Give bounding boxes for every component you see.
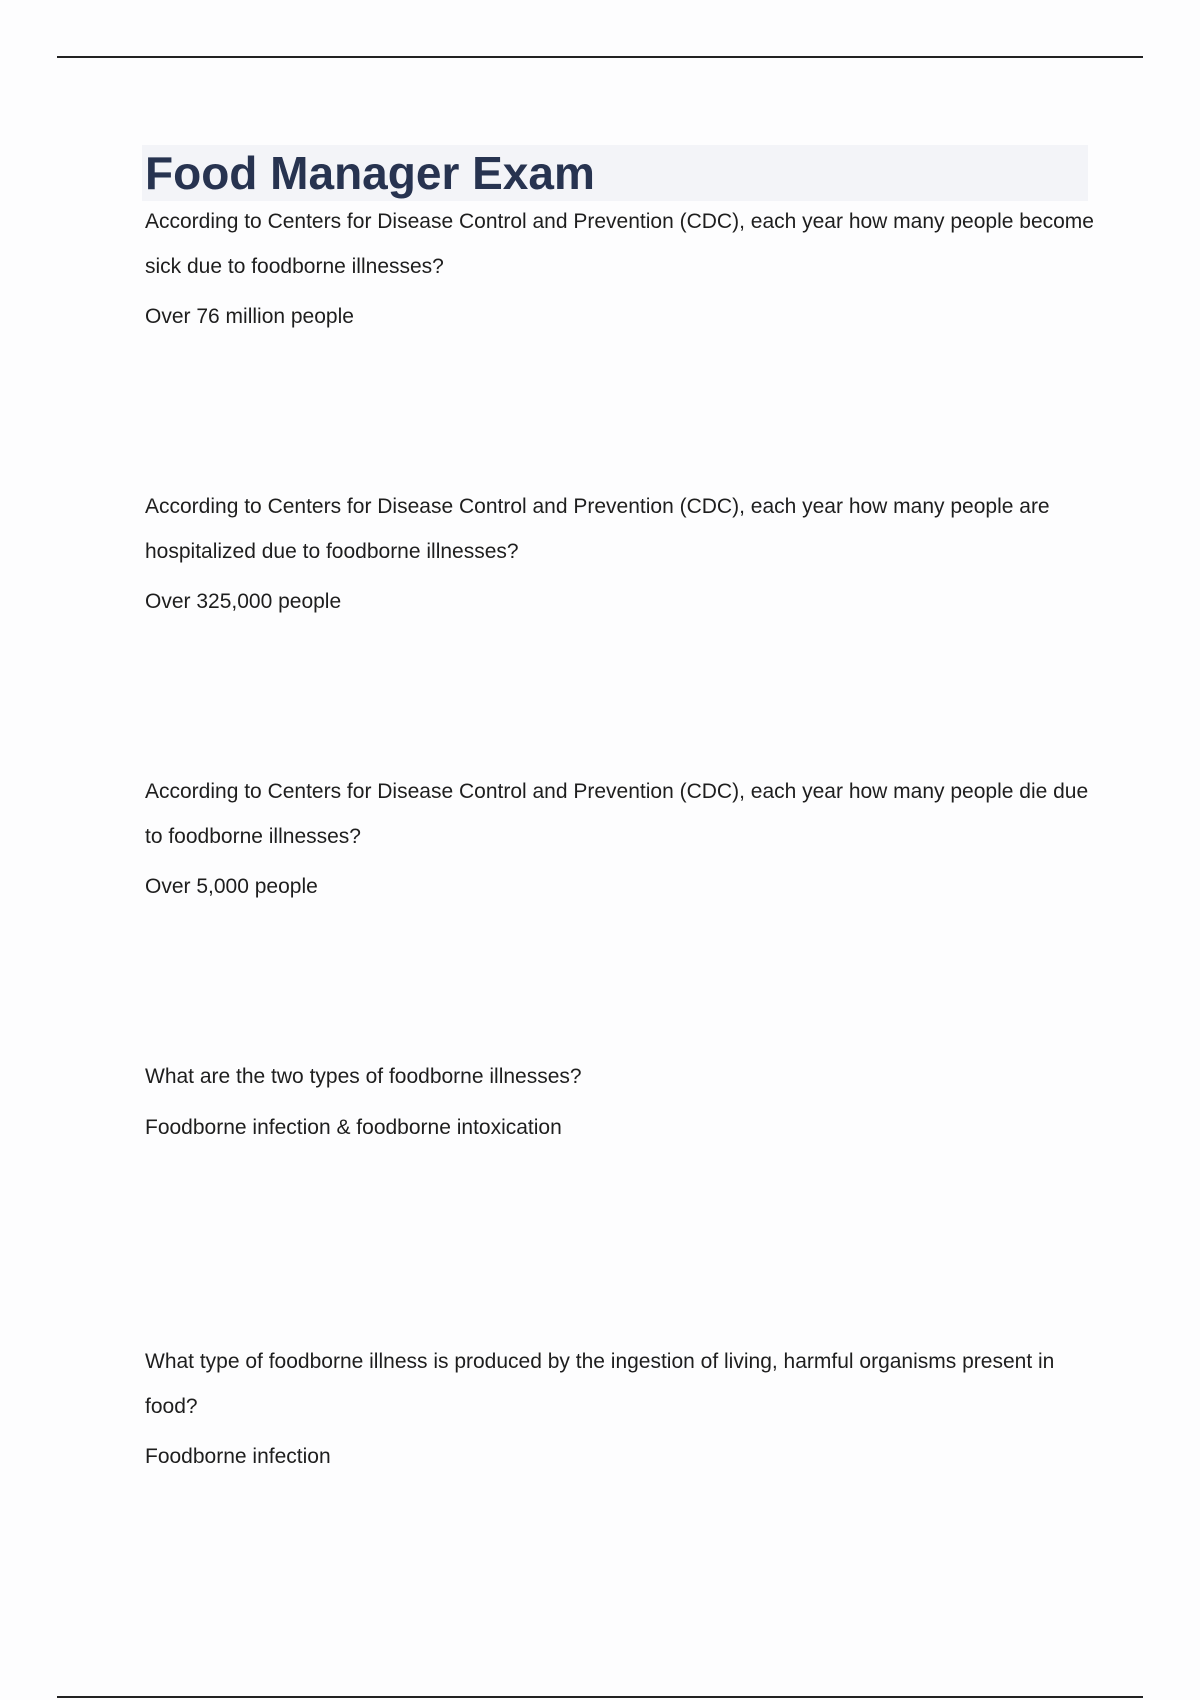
answer-text: Over 325,000 people <box>145 590 342 613</box>
question-text: What are the two types of foodborne illnesses? <box>145 1065 582 1088</box>
qa-item <box>145 770 1095 1055</box>
qa-item <box>145 200 1095 485</box>
answer-text: Over 76 million people <box>145 305 354 328</box>
question-text: What type of foodborne illness is produced by the ingestion of living, harmful organisms present in food? <box>145 1350 1055 1418</box>
qa-item <box>145 1340 1095 1625</box>
page-title: Food Manager Exam <box>145 147 595 199</box>
header-rule <box>57 56 1143 58</box>
qa-item <box>145 485 1095 770</box>
footer-rule <box>57 1696 1143 1698</box>
question-text: According to Centers for Disease Control and Prevention (CDC), each year how many people become sick due to foodborne illnesses? <box>145 210 1094 278</box>
answer-text: Foodborne infection <box>145 1445 331 1468</box>
question-text: According to Centers for Disease Control and Prevention (CDC), each year how many people die due to foodborne illnesses? <box>145 780 1089 848</box>
qa-item <box>145 1055 1095 1340</box>
answer-text: Over 5,000 people <box>145 875 318 898</box>
question-text: According to Centers for Disease Control and Prevention (CDC), each year how many people are hospitalized due to foodborne illnesses? <box>145 495 1050 563</box>
qa-list <box>145 200 1095 1625</box>
answer-text: Foodborne infection & foodborne intoxication <box>145 1115 562 1139</box>
